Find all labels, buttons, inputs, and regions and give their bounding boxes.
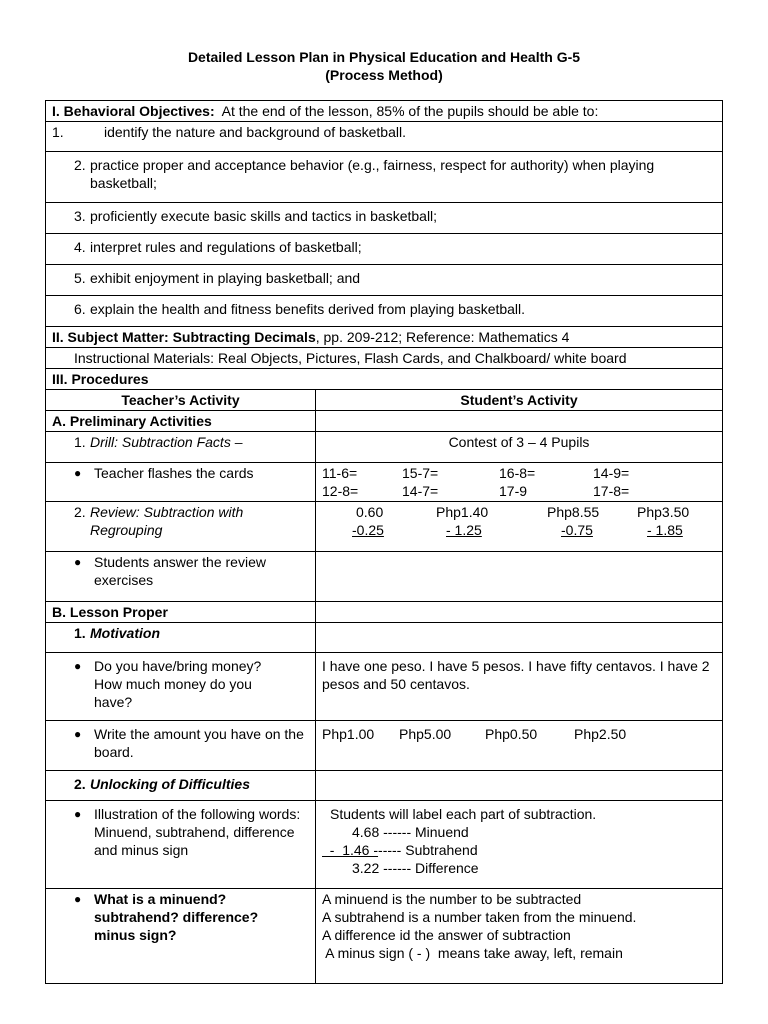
- amounts-written: [322, 725, 716, 743]
- bullet-icon: ●: [74, 727, 82, 741]
- motivation-label: Motivation: [90, 625, 160, 641]
- amount: Php0.50: [485, 726, 538, 742]
- review-number: 2.: [74, 504, 86, 520]
- objective-text: proficiently execute basic skills and tactics in basketball;: [90, 208, 438, 224]
- definition-difference: A difference id the answer of subtraction: [322, 927, 571, 943]
- teacher-activity-header: Teacher’s Activity: [46, 390, 316, 411]
- review-minuend: Php8.55: [547, 504, 600, 520]
- procedures-row: [46, 369, 723, 390]
- objective-text: explain the health and fitness benefits derived from playing basketball.: [90, 301, 526, 317]
- document-subtitle: (Process Method): [325, 67, 443, 83]
- review-subtrahend: -0.25: [352, 522, 384, 538]
- motivation-question-row: [46, 653, 723, 721]
- materials-row: [46, 348, 723, 369]
- flash-card: 17-9: [499, 483, 528, 499]
- objective-row: [46, 152, 723, 203]
- objective-row: [46, 265, 723, 296]
- instructional-materials: Instructional Materials: Real Objects, Pictures, Flash Cards, and Chalkboard/ white board: [46, 348, 723, 369]
- drill-student-activity: Contest of 3 – 4 Pupils: [316, 432, 723, 463]
- bullet-icon: ●: [74, 659, 82, 673]
- subject-matter-heading: II. Subject Matter: Subtracting Decimals: [52, 329, 316, 345]
- section-a-row: [46, 411, 723, 432]
- flash-card: 15-7=: [402, 465, 439, 481]
- procedures-heading: III. Procedures: [46, 369, 723, 390]
- section-a-heading: A. Preliminary Activities: [46, 411, 316, 432]
- review-minuend: Php1.40: [436, 504, 489, 520]
- objective-text: exhibit enjoyment in playing basketball; and: [90, 270, 361, 286]
- objective-number: 4.: [74, 239, 86, 255]
- review-exercises-bottom: [322, 521, 716, 539]
- write-amount-row: [46, 721, 723, 771]
- flash-cards-row-1: [322, 464, 716, 482]
- subject-matter-row: [46, 327, 723, 348]
- bullet-icon: ●: [74, 466, 82, 480]
- write-amount-instruction: Write the amount you have on the board.: [94, 726, 304, 760]
- document-title: Detailed Lesson Plan in Physical Education and Health G-5: [187, 49, 581, 65]
- objective-text: interpret rules and regulations of basketball;: [90, 239, 362, 255]
- review-row: [46, 502, 723, 552]
- bullet-icon: ●: [74, 892, 82, 906]
- illustration-subtrahend-label: ----- Subtrahend: [378, 842, 478, 858]
- illustration-minuend: 4.68 ------ Minuend: [352, 824, 469, 840]
- flash-card: 12-8=: [322, 483, 359, 499]
- objectives-heading: I. Behavioral Objectives:: [52, 103, 215, 119]
- bullet-icon: ●: [74, 555, 82, 569]
- motivation-number: 1.: [74, 625, 86, 641]
- objective-number: 1.: [52, 124, 64, 140]
- flash-card: 14-9=: [593, 465, 630, 481]
- objective-number: 3.: [74, 208, 86, 224]
- flash-cards-row-2: [322, 482, 716, 500]
- objective-row: [46, 296, 723, 327]
- illustration-subtrahend: [322, 841, 716, 859]
- illustration-row: [46, 801, 723, 889]
- objective-number: 6.: [74, 301, 86, 317]
- drill-number: 1.: [74, 434, 86, 450]
- flash-card: 11-6=: [322, 465, 358, 481]
- amount: Php1.00: [322, 726, 375, 742]
- review-label: Review: Subtraction with Regrouping: [90, 504, 244, 538]
- illustration-subtrahend-value: - 1.46 -: [322, 842, 379, 858]
- motivation-row: [46, 623, 723, 653]
- subject-matter-pages: , pp. 209-212; Reference: Mathematics 4: [315, 329, 570, 345]
- flash-card: 17-8=: [593, 483, 630, 499]
- student-activity-header: Student’s Activity: [316, 390, 723, 411]
- objective-row: [46, 122, 723, 152]
- section-b-heading: B. Lesson Proper: [46, 602, 316, 623]
- illustration-difference: 3.22 ------ Difference: [352, 860, 479, 876]
- review-subtrahend: -0.75: [561, 522, 593, 538]
- objective-text: practice proper and acceptance behavior (e.g., fairness, respect for authority) when playing basketball;: [90, 157, 655, 191]
- review-minuend: Php3.50: [637, 504, 690, 520]
- review-subtrahend: - 1.25: [446, 522, 482, 538]
- review-answer: Students answer the review exercises: [94, 554, 266, 588]
- drill-row: [46, 432, 723, 463]
- unlocking-label: Unlocking of Difficulties: [90, 776, 250, 792]
- amount: Php2.50: [574, 726, 627, 742]
- lesson-plan-table: [45, 100, 723, 984]
- objective-row: [46, 203, 723, 234]
- flash-cards-row: [46, 463, 723, 502]
- drill-label: Drill: Subtraction Facts –: [90, 434, 243, 450]
- flash-card: 16-8=: [499, 465, 536, 481]
- flash-teacher-activity: Teacher flashes the cards: [94, 465, 254, 481]
- definition-minuend: A minuend is the number to be subtracted: [322, 891, 582, 907]
- review-minuend: 0.60: [356, 504, 384, 520]
- objective-number: 2.: [74, 157, 86, 173]
- unlocking-row: [46, 771, 723, 801]
- section-b-row: [46, 602, 723, 623]
- bullet-icon: ●: [74, 807, 82, 821]
- motivation-question: Do you have/bring money? How much money do you have?: [94, 658, 262, 710]
- flash-card: 14-7=: [402, 483, 439, 499]
- unlocking-number: 2.: [74, 776, 86, 792]
- objective-text: identify the nature and background of basketball.: [104, 124, 406, 140]
- objectives-intro: At the end of the lesson, 85% of the pupils should be able to:: [221, 103, 599, 119]
- illustration-intro: Students will label each part of subtraction.: [330, 806, 597, 822]
- definition-subtrahend: A subtrahend is a number taken from the minuend.: [322, 909, 637, 925]
- objective-number: 5.: [74, 270, 86, 286]
- column-header-row: [46, 390, 723, 411]
- review-answer-row: [46, 552, 723, 602]
- review-subtrahend: - 1.85: [647, 522, 683, 538]
- motivation-answer: I have one peso. I have 5 pesos. I have fifty centavos. I have 2 pesos and 50 centavos.: [316, 653, 723, 721]
- illustration-instruction: Illustration of the following words: Minuend, subtrahend, difference and minus sign: [94, 806, 301, 858]
- amount: Php5.00: [399, 726, 452, 742]
- definition-minus-sign: A minus sign ( - ) means take away, left, remain: [322, 945, 623, 961]
- objectives-header-row: [46, 101, 723, 122]
- review-exercises-top: [322, 503, 716, 521]
- definitions-question: What is a minuend? subtrahend? difference? minus sign?: [94, 891, 259, 943]
- objective-row: [46, 234, 723, 265]
- definitions-row: [46, 889, 723, 984]
